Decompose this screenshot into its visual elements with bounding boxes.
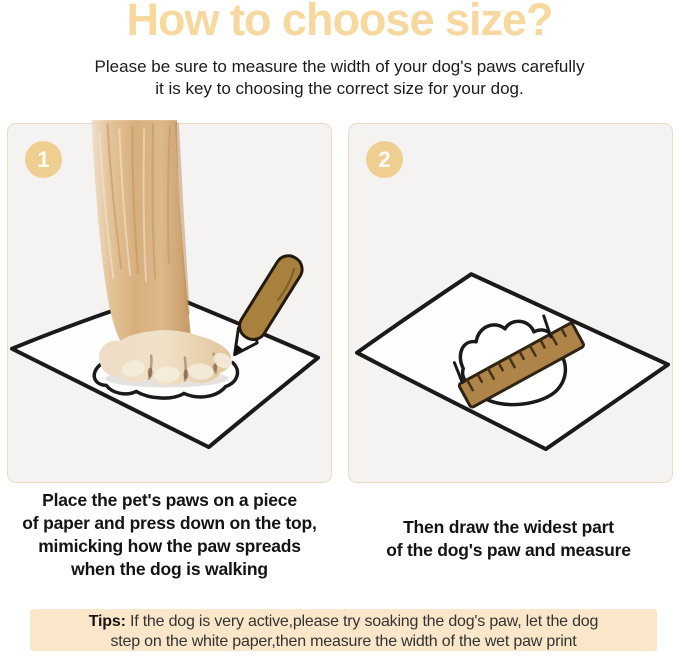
tips-label: Tips: — [88, 613, 126, 630]
caption-line: mimicking how the paw spreads — [38, 536, 301, 556]
tips-bar — [30, 609, 657, 651]
paw-measuring-illustration — [349, 124, 672, 482]
caption-line: of paper and press down on the top, — [22, 513, 317, 533]
subtitle — [0, 56, 679, 100]
step-1-number: 1 — [37, 146, 50, 172]
subtitle-line-1: Please be sure to measure the width of your dog's paws carefully — [94, 57, 585, 76]
tips-text-1: If the dog is very active,please try soaking the dog's paw, let the dog — [129, 613, 599, 630]
step-1-panel — [7, 123, 332, 483]
caption-line: Place the pet's paws on a piece — [42, 490, 297, 510]
dog-paw-tracing-illustration — [8, 124, 331, 482]
step-1-badge — [25, 141, 62, 178]
tips-line-1 — [30, 612, 657, 632]
dog-leg — [91, 120, 234, 385]
step-2-caption — [339, 489, 678, 581]
step-2-badge — [366, 141, 403, 178]
page-title: How to choose size? — [126, 0, 553, 45]
caption-line: when the dog is walking — [71, 559, 268, 579]
step-2-number: 2 — [378, 146, 391, 172]
caption-line: of the dog's paw and measure — [386, 540, 631, 560]
tips-line-2: step on the white paper,then measure the width of the wet paw print — [110, 633, 577, 650]
caption-line: Then draw the widest part — [403, 517, 614, 537]
step-captions — [0, 489, 679, 581]
step-1-caption — [0, 489, 339, 581]
step-2-panel — [348, 123, 673, 483]
step-panels — [7, 123, 673, 483]
subtitle-line-2: it is key to choosing the correct size for your dog. — [155, 79, 524, 98]
